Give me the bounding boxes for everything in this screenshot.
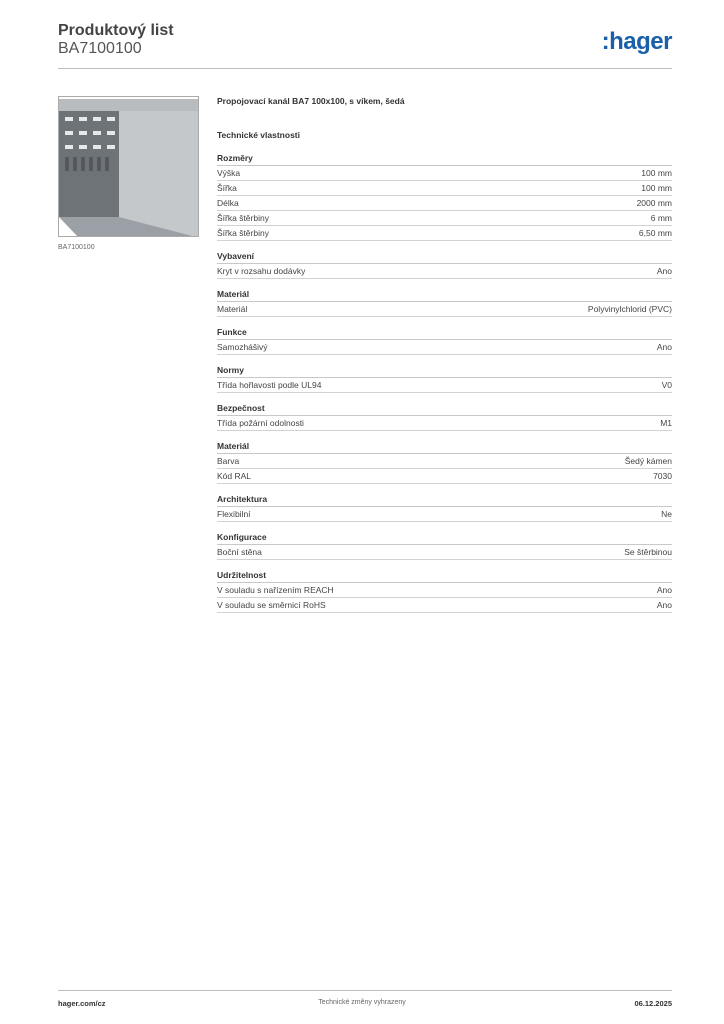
section-udrzitelnost — [217, 569, 672, 613]
spec-label: Šířka — [217, 183, 237, 193]
page-title: Produktový list — [58, 22, 174, 39]
spec-label: Třída požární odolnosti — [217, 418, 304, 428]
spec-row — [217, 226, 672, 241]
header-divider — [58, 68, 672, 69]
spec-value: Ano — [656, 342, 672, 352]
spec-label: V souladu s nařízením REACH — [217, 585, 334, 595]
spec-value: 7030 — [653, 471, 672, 481]
spec-row — [217, 598, 672, 613]
spec-label: Kryt v rozsahu dodávky — [217, 266, 306, 276]
footer-website-link[interactable]: hager.com/cz — [58, 999, 106, 1008]
spec-label: Kód RAL — [217, 471, 252, 481]
spec-row — [217, 378, 672, 393]
tech-properties-title: Technické vlastnosti — [217, 130, 300, 140]
spec-label: Šířka štěrbiny — [217, 213, 269, 223]
spec-row — [217, 545, 672, 560]
spec-row — [217, 264, 672, 279]
spec-value: 100 mm — [641, 183, 672, 193]
spec-row — [217, 454, 672, 469]
spec-row — [217, 583, 672, 598]
spec-label: Samozhášivý — [217, 342, 268, 352]
section-rozmery — [217, 152, 672, 241]
spec-value: 100 mm — [641, 168, 672, 178]
spec-label: Délka — [217, 198, 239, 208]
spec-label: Materiál — [217, 304, 248, 314]
spec-row — [217, 469, 672, 484]
spec-value: 6 mm — [650, 213, 672, 223]
section-title: Materiál — [217, 288, 672, 302]
spec-value: M1 — [660, 418, 672, 428]
section-title: Rozměry — [217, 152, 672, 166]
spec-label: Boční stěna — [217, 547, 262, 557]
spec-row — [217, 211, 672, 226]
spec-row — [217, 181, 672, 196]
section-title: Vybavení — [217, 250, 672, 264]
section-normy — [217, 364, 672, 393]
spec-label: Barva — [217, 456, 240, 466]
spec-value: Ano — [656, 266, 672, 276]
product-name: Propojovací kanál BA7 100x100, s víkem, šedá — [217, 96, 405, 106]
spec-label: Šířka štěrbiny — [217, 228, 269, 238]
spec-label: Výška — [217, 168, 241, 178]
section-title: Architektura — [217, 493, 672, 507]
product-code: BA7100100 — [58, 40, 142, 57]
spec-value: Ano — [656, 585, 672, 595]
spec-value: Polyvinylchlorid (PVC) — [587, 304, 672, 314]
image-caption: BA7100100 — [58, 244, 95, 251]
spec-row — [217, 196, 672, 211]
spec-value: Šedý kámen — [624, 456, 672, 466]
section-material-color — [217, 440, 672, 484]
section-bezpecnost — [217, 402, 672, 431]
spec-label: Třída hořlavosti podle UL94 — [217, 380, 322, 390]
spec-value: Ne — [661, 509, 672, 519]
spec-value: Se štěrbinou — [624, 547, 672, 557]
spec-value: 6,50 mm — [638, 228, 672, 238]
spec-value: V0 — [661, 380, 672, 390]
spec-row — [217, 507, 672, 522]
footer-divider — [58, 990, 672, 991]
section-konfigurace — [217, 531, 672, 560]
section-architektura — [217, 493, 672, 522]
spec-value: Ano — [656, 600, 672, 610]
section-title: Bezpečnost — [217, 402, 672, 416]
cable-duct-image — [59, 97, 199, 237]
spec-label: Flexibilní — [217, 509, 251, 519]
section-vybaveni — [217, 250, 672, 279]
spec-row — [217, 416, 672, 431]
footer-date: 06.12.2025 — [634, 999, 672, 1008]
hager-logo: :hager — [601, 28, 672, 55]
section-title: Materiál — [217, 440, 672, 454]
spec-value: 2000 mm — [636, 198, 672, 208]
spec-label: V souladu se směrnicí RoHS — [217, 600, 326, 610]
spec-row — [217, 166, 672, 181]
section-title: Funkce — [217, 326, 672, 340]
section-title: Konfigurace — [217, 531, 672, 545]
spec-row — [217, 340, 672, 355]
footer-disclaimer: Technické změny vyhrazeny — [318, 999, 406, 1006]
product-image — [58, 96, 199, 237]
section-funkce — [217, 326, 672, 355]
section-title: Normy — [217, 364, 672, 378]
section-title: Udržitelnost — [217, 569, 672, 583]
spec-row — [217, 302, 672, 317]
spec-content — [217, 96, 672, 613]
section-material — [217, 288, 672, 317]
